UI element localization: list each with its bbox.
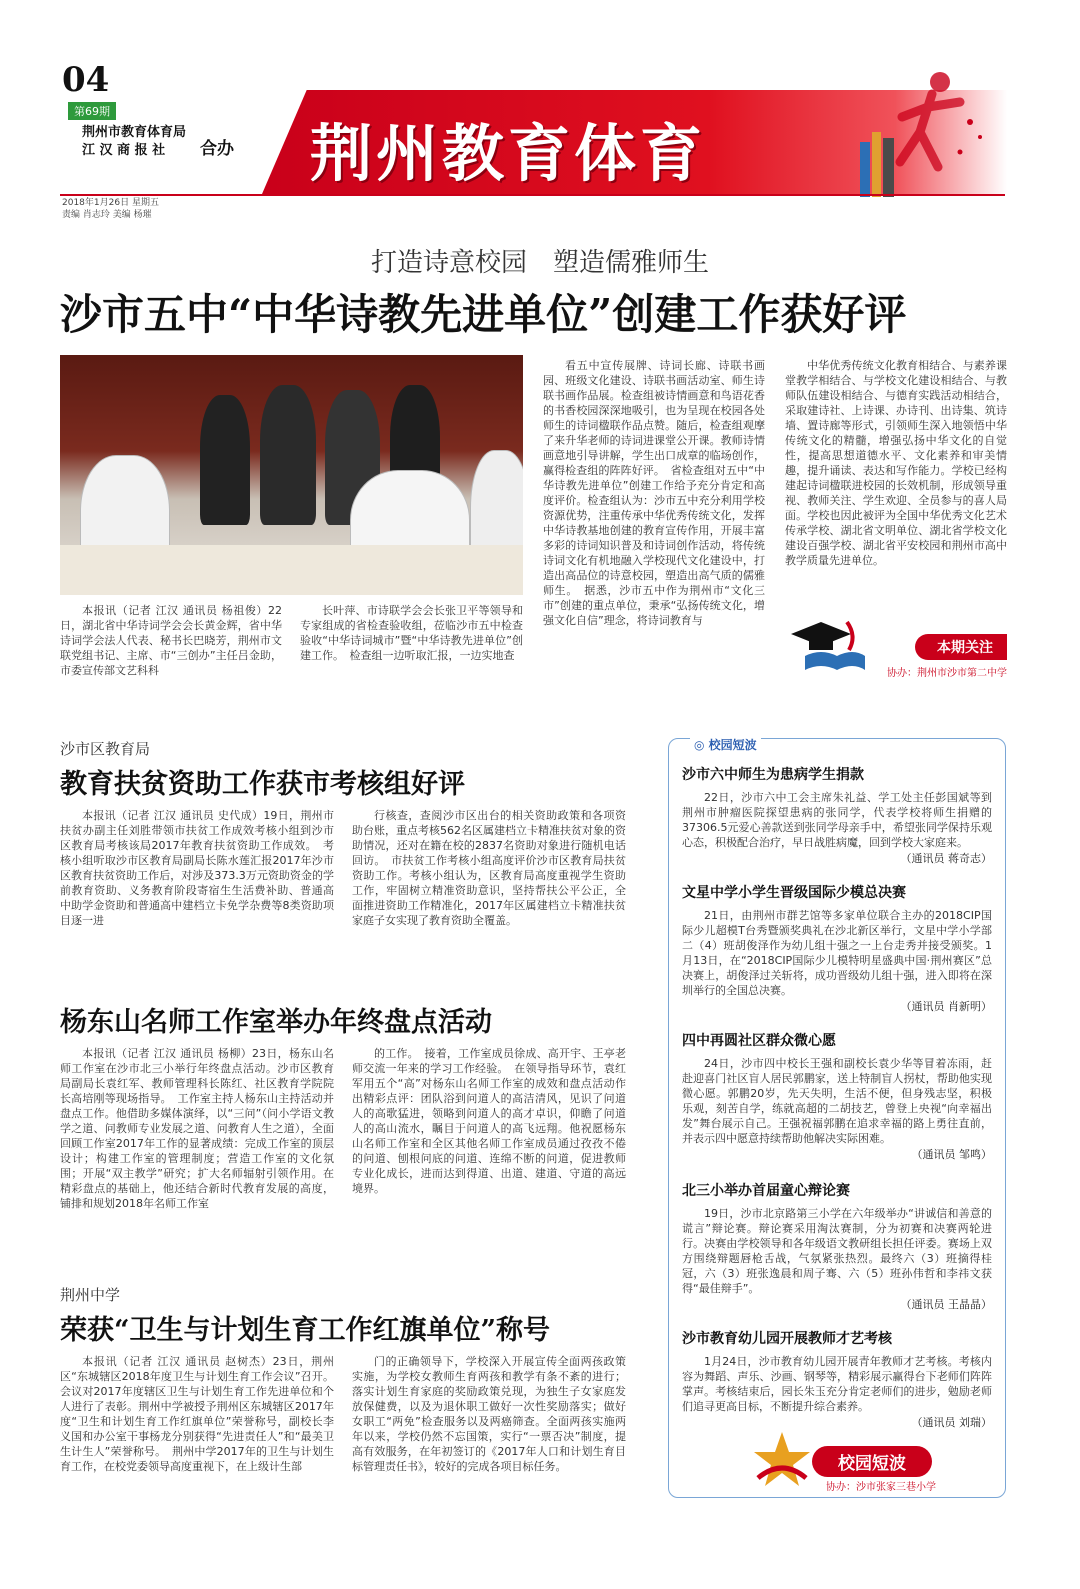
sponsor-block bbox=[82, 124, 186, 160]
story2-text-2: 行核查，查阅沙市区出台的相关资助政策和各项资助台账，重点考核562名区属建档立卡精准扶贫对象的资助情况，还对在籍在校的2837名资助对象进行随机电话回访。 市扶贫工作考核小组高度评价沙市区教育局扶贫资助工作。考核小组认为，区教育局高度重视学生资助工作，牢固树立精准资助意识，坚持帮扶公平公正，全面推进资助工作精准化，2017年区属建档立卡精准扶贫家庭子女实现了教育资助全覆盖。 bbox=[352, 809, 626, 927]
story2-column-1 bbox=[60, 808, 334, 928]
brief-signature: （通讯员 肖新明） bbox=[900, 1000, 992, 1013]
brief-title: 北三小举办首届童心辩论赛 bbox=[682, 1183, 850, 1199]
story2-headline: 教育扶贫资助工作获市考核组好评 bbox=[60, 769, 465, 800]
runner-illustration-icon bbox=[820, 62, 1010, 202]
story4-headline: 荣获“卫生与计划生育工作红旗单位”称号 bbox=[60, 1315, 551, 1346]
brief-item bbox=[682, 1180, 992, 1312]
graduation-book-icon bbox=[787, 616, 867, 672]
lead-kicker: 打造诗意校园 塑造儒雅师生 bbox=[370, 248, 709, 278]
story2-text-1: 本报讯（记者 江汉 通讯员 史代成）19日，荆州市扶贫办副主任刘胜带领市扶贫工作成效考核小组到沙市区教育局考核该局2017年教育扶贫资助工作成效。 考核小组听取沙市区教育局副局长陈水莲汇报2017年沙市区教育扶贫资助工作后，对涉及373.3万元资助资金的学前教育资助、义务教育阶段寄宿生生活费补助、普通高中助学金资助和普通高中建档立卡免学杂费等8类资助项目逐一进 bbox=[60, 809, 334, 927]
sponsor-line-1: 荆州市教育体育局 bbox=[82, 125, 187, 140]
lead-text-4: 中华优秀传统文化教育相结合、与素养课堂教学相结合、与学校文化建设相结合、与教师队伍建设相结合、与德育实践活动相结合，采取建诗社、上诗课、办诗刊、出诗集、筑诗墙、置诗廊等形式，引领师生深入地领悟中华传统文化的精髓，增强弘扬中华文化的自觉性，提高思想道德水平、文化素养和审美情趣，提升诵读、表达和写作能力。学校已经构建起诗词楹联进校园的长效机制，形成领导重视、教师关注、学生欢迎、全员参与的喜人局面。学校也因此被评为全国中华优秀文化艺术传承学校、湖北省文明单位、湖北省学校文化建设百强学校、湖北省平安校园和荆州市高中教学质量先进单位。 bbox=[785, 359, 1007, 567]
brief-signature: （通讯员 邹鸣） bbox=[911, 1148, 992, 1161]
brief-text: 24日，沙市四中校长王强和副校长袁少华等冒着冻雨，赶赴迎喜门社区盲人居民郭鹏家，送上特制盲人拐杖，帮助他实现微心愿。郭鹏20岁，先天失明，生活不便，但身残志坚，积极乐观，刻苦自学，练就高超的二胡技艺，曾登上央视“向幸福出发”舞台展示自己。王强祝福郭鹏在追求幸福的路上勇往直前，并表示四中愿意持续帮助他解决实际困难。 bbox=[682, 1057, 992, 1145]
brief-text: 1月24日，沙市教育幼儿园开展青年教师才艺考核。考核内容为舞蹈、声乐、沙画、钢琴等，精彩展示赢得台下老师们阵阵掌声。考核结束后，园长朱玉充分肯定老师们的进步，勉励老师们追寻更高目标，不断提升综合素养。 bbox=[682, 1355, 992, 1413]
brief-text: 19日，沙市北京路第三小学在六年级举办“讲诚信和善意的谎言”辩论赛。辩论赛采用淘汰赛制，分为初赛和决赛两轮进行。决赛由学校领导和各年级语文教研组长担任评委。赛场上双方围绕辩题唇枪舌战，气氛紧张热烈。最终六（3）班摘得桂冠，六（3）班张逸晨和周子骞、六（5）班孙伟哲和李祎文获得“最佳辩手”。 bbox=[682, 1207, 992, 1295]
story3-column-1 bbox=[60, 1046, 334, 1211]
briefs-footer-tag: 校园短波 bbox=[812, 1446, 932, 1477]
story4-column-1 bbox=[60, 1354, 334, 1474]
issue-badge: 第69期 bbox=[68, 102, 116, 120]
story4-kicker: 荆州中学 bbox=[60, 1286, 121, 1304]
story2-column-2 bbox=[352, 808, 626, 928]
lead-photo bbox=[60, 355, 523, 595]
brief-signature: （通讯员 王晶晶） bbox=[900, 1298, 992, 1311]
brief-signature: （通讯员 刘瑞） bbox=[911, 1416, 992, 1429]
banner-rule bbox=[60, 194, 1005, 196]
issue-date: 2018年1月26日 星期五 bbox=[62, 198, 159, 208]
lead-column-2 bbox=[300, 603, 523, 663]
brief-title: 沙市六中师生为患病学生捐款 bbox=[682, 767, 864, 783]
focus-assist: 协办：荆州市沙市第二中学 bbox=[887, 668, 1007, 679]
brief-title: 沙市教育幼儿园开展教师才艺考核 bbox=[682, 1331, 892, 1347]
story4-text-1: 本报讯（记者 江汉 通讯员 赵树杰）23日，荆州区“东城辖区2018年度卫生与计划生育工作会议”召开。会议对2017年度辖区卫生与计划生育工作先进单位和个人进行了表彰。荆州中学被授予荆州区东城辖区2017年度“卫生和计划生育工作红旗单位”荣誉称号，副校长李义国和办公室干事杨龙分别获得“先进责任人”和“最美卫生计生人”荣誉称号。 荆州中学2017年的卫生与计划生育工作，在校党委领导高度重视下，在上级计生部 bbox=[60, 1355, 334, 1473]
brief-text: 22日，沙市六中工会主席朱礼益、学工处主任彭国斌等到荆州市肿瘤医院探望患病的张同学，代表学校将师生捐赠的37306.5元爱心善款送到张同学母亲手中，希望张同学保持乐观心态，积极配合治疗，早日战胜病魔，回到学校大家庭来。 bbox=[682, 791, 992, 849]
sponsor-line-2: 江 汉 商 报 社 bbox=[82, 143, 166, 158]
brief-item bbox=[682, 764, 992, 866]
lead-column-4 bbox=[785, 358, 1007, 610]
page-number: 04 bbox=[62, 60, 110, 100]
editor-credits: 责编 肖志玲 美编 杨璀 bbox=[62, 210, 152, 220]
star-emblem-icon bbox=[752, 1428, 812, 1492]
story3-column-2 bbox=[352, 1046, 626, 1196]
brief-title: 四中再圆社区群众微心愿 bbox=[682, 1033, 836, 1049]
lead-text-3: 看五中宣传展牌、诗词长廊、诗联书画园、班级文化建设、诗联书画活动室、师生诗联书画作品展。检查组被诗情画意和鸟语花香的书香校园深深地吸引，也为呈现在校园各处师生的诗词楹联作品点赞。随后，检查组观摩了来升华老师的诗词进课堂公开课。教师诗情画意地引导讲解，学生出口成章的临场创作，赢得检查组的阵阵好评。 省检查组对五中“中华诗教先进单位”创建工作给予充分肯定和高度评价。检查组认为：沙市五中充分利用学校资源优势，注重传承中华优秀传统文化，发挥中华诗教基地创建的教育宣传作用，开展丰富多彩的诗词知识普及和诗词创作活动，将传统诗词文化有机地融入学校现代文化建设中，打造出高品位的诗意校园，塑造出高气质的儒雅师生。 据悉，沙市五中作为荆州市“文化三市”创建的重点单位，秉承“弘扬传统文化，增强文化自信”理念，将诗词教育与 bbox=[543, 359, 765, 627]
dateline bbox=[62, 197, 159, 221]
sponsor-joint: 合办 bbox=[200, 139, 234, 159]
banner-title: 荆州教育体育 bbox=[310, 117, 707, 190]
story3-text-1: 本报讯（记者 江汉 通讯员 杨柳）23日，杨东山名师工作室在沙市北三小举行年终盘点活动。沙市区教育局副局长袁红军、教师管理科长陈红、社区教育学院院长高培刚等现场指导。 工作室主持人杨东山主持活动并盘点工作。他借助多媒体演绎，以“三问”（问小学语文教学之道、问教师专业发展之道、问教育人生之道），全面回顾工作室2017年工作的显著成绩：完成工作室的顶层设计；构建工作室的管理制度；营造工作室的文化氛围；开展“双主教学”研究；扩大名师辐射引领作用。在精彩盘点的基础上，他还结合新时代教育发展的高度，铺排和规划2018年名师工作室 bbox=[60, 1047, 334, 1210]
brief-item bbox=[682, 1030, 992, 1162]
briefs-label-text: 校园短波 bbox=[708, 738, 757, 752]
lead-column-3 bbox=[543, 358, 765, 628]
briefs-label: ◎ 校园短波 bbox=[690, 736, 761, 753]
brief-text: 21日，由荆州市群艺馆等多家单位联合主办的2018CIP国际少儿超模T台秀暨颁奖典礼在沙北新区举行，文星中学小学部二（4）班胡俊泽作为幼儿组十强之一上台走秀并接受颁奖。1月13日，在“2018CIP国际少儿模特明星盛典中国·荆州赛区”总决赛上，胡俊泽过关斩将，成功晋级幼儿组十强，进入即将在深圳举行的全国总决赛。 bbox=[682, 909, 992, 997]
story3-headline: 杨东山名师工作室举办年终盘点活动 bbox=[60, 1007, 492, 1038]
lead-column-1 bbox=[60, 603, 282, 678]
focus-box bbox=[785, 612, 1007, 682]
briefs-footer-assist: 协办：沙市张家三巷小学 bbox=[826, 1482, 936, 1493]
story4-text-2: 门的正确领导下，学校深入开展宣传全面两孩政策实施，为学校女教师生育两孩和教学有条不紊的进行；落实计划生育家庭的奖励政策兑现，为独生子女家庭发放保健费，以及为退休职工做好一次性奖励落实；做好女职工“两免”检查服务以及两癌筛查。全面两孩实施两年以来，学校仍然不忘国策，实行“一票否决”制度，提高有效服务，在年初签订的《2017年人口和计划生育目标管理责任书》，较好的完成各项目标任务。 bbox=[352, 1355, 626, 1473]
brief-title: 文星中学小学生晋级国际少模总决赛 bbox=[682, 885, 906, 901]
lead-headline: 沙市五中“中华诗教先进单位”创建工作获好评 bbox=[60, 290, 907, 339]
brief-signature: （通讯员 蒋奇志） bbox=[900, 852, 992, 865]
focus-tag: 本期关注 bbox=[915, 634, 1007, 660]
lead-text-1: 本报讯（记者 江汉 通讯员 杨祖俊）22日，湖北省中华诗词学会会长黄金辉，省中华诗词学会法人代表、秘书长巴晓芳，荆州市文联党组书记、主席、市“三创办”主任吕金助，市委宣传部文艺科科 bbox=[60, 604, 282, 677]
brief-item bbox=[682, 1328, 992, 1430]
story3-text-2: 的工作。 接着，工作室成员徐成、高开宇、王亭老师交流一年来的学习工作经验。 在领导指导环节，袁红军用五个“高”对杨东山名师工作室的成效和盘点活动作出精彩点评：团队浴到问道人的高洁清风，见识了问道人的高歌猛进，领略到问道人的高才卓识，仰瞻了问道人的高山流水，瞩目于问道人的高飞远翔。他祝愿杨东山名师工作室和全区其他名师工作室成员通过孜孜不倦的问道、刨根问底的问道、连绵不断的问道，促进教师专业化成长，进而达到得道、出道、建道、守道的高远境界。 bbox=[352, 1047, 626, 1195]
story4-column-2 bbox=[352, 1354, 626, 1474]
lead-text-2: 长叶萍、市诗联学会会长张卫平等领导和专家组成的省检查验收组，莅临沙市五中检查验收“中华诗词城市”暨“中华诗教先进单位”创建工作。 检查组一边听取汇报，一边实地查 bbox=[300, 604, 523, 662]
brief-item bbox=[682, 882, 992, 1014]
story2-kicker: 沙市区教育局 bbox=[60, 740, 151, 758]
